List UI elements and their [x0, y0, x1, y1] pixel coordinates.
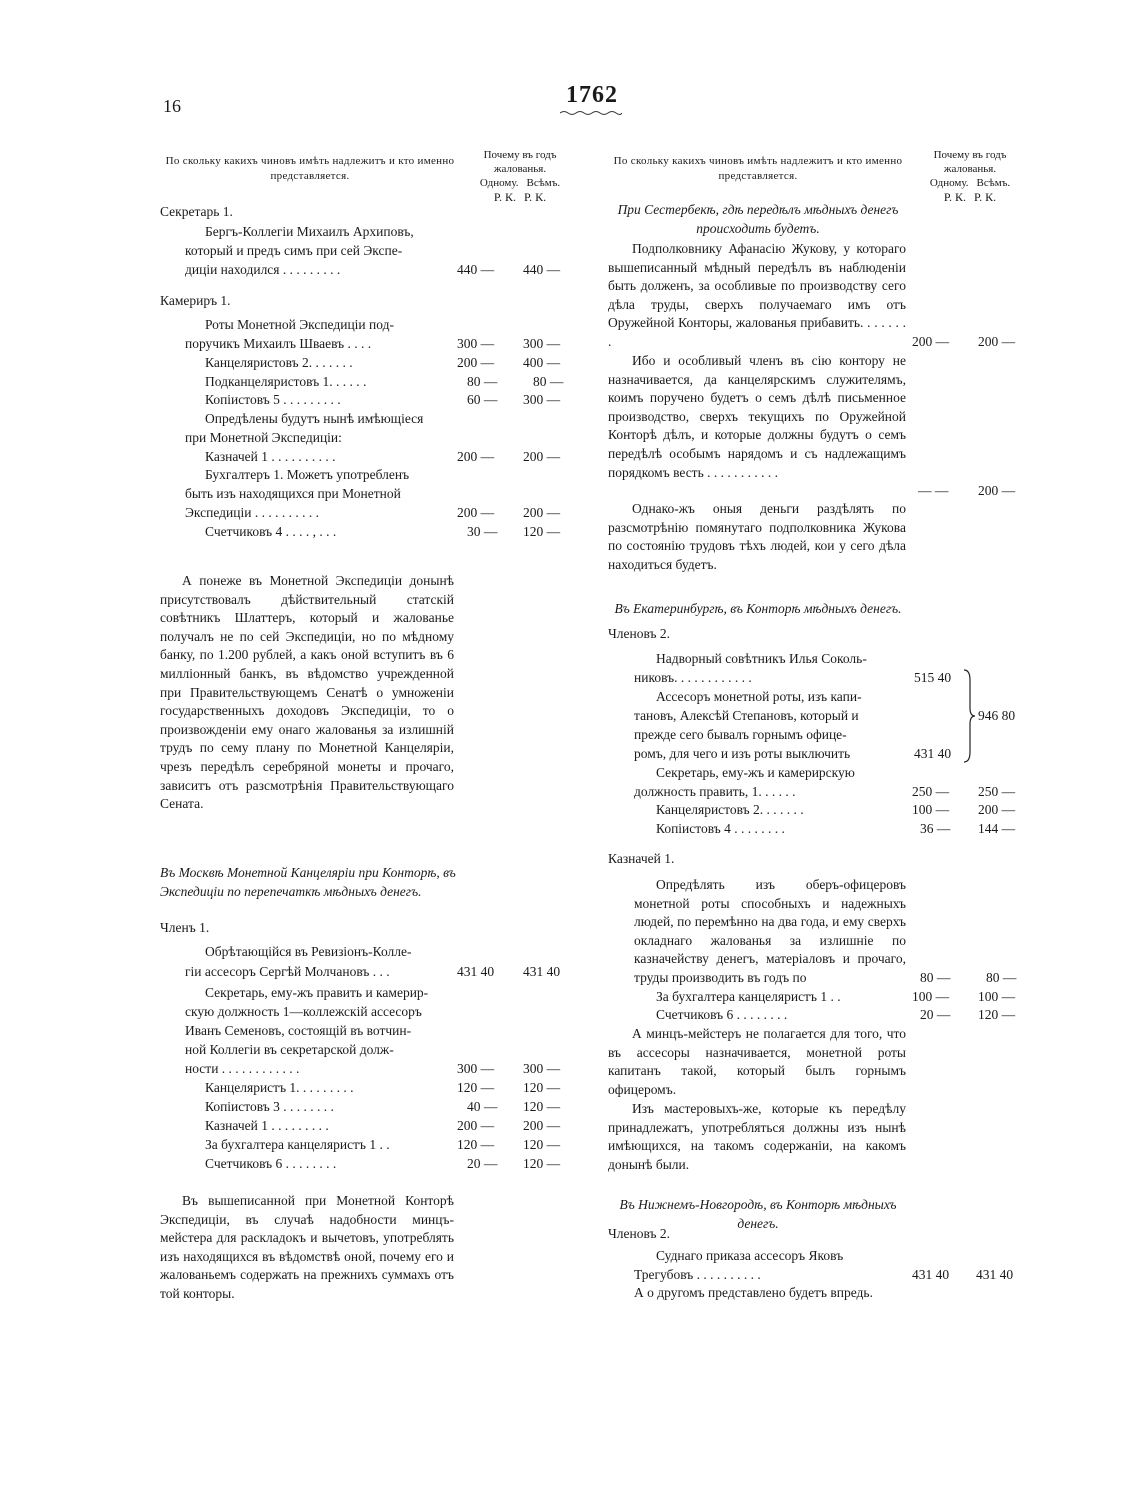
entry-text: Счетчиковъ 4 . . . . , . . .: [205, 524, 337, 539]
value-one: 80 —: [467, 374, 498, 389]
paragraph-mintsmeister: А минцъ-мейстеръ не полагается для того, что въ ассесоры назначивается, монетной роты капитанъ такой, который былъ горнымъ офицеромъ.: [608, 1026, 906, 1097]
value-one: 440 —: [457, 262, 495, 277]
rk-label: Р. К.: [974, 190, 997, 204]
entry-text: Казначей 1 . . . . . . . . .: [205, 1118, 329, 1133]
entry-text: Экспедиціи . . . . . . . . . .: [185, 505, 319, 520]
column-header-title: По скольку какихъ чиновъ имѣть надлежитъ и кто именно представляется.: [165, 155, 455, 182]
section-heading-ekaterinburg: Въ Екатеринбургѣ, въ Конторѣ мѣдныхъ денегъ.: [614, 601, 902, 616]
entry-text: Копіистовъ 3 . . . . . . . .: [205, 1099, 334, 1114]
rk-label: Р. К.: [493, 190, 516, 204]
one-label: Одному.: [479, 177, 519, 189]
value-one: 120 —: [457, 1080, 495, 1095]
entry-text: Бухгалтеръ 1. Можетъ употребленъ: [205, 467, 410, 482]
entry-text: А о другомъ представлено будетъ впредь.: [634, 1285, 873, 1300]
rk-label: Р. К.: [524, 190, 547, 204]
value-all: 200 —: [523, 505, 561, 520]
paragraph-kaznachei: Опредѣлять изъ оберъ-офицеровъ монетной роты способныхъ и надежныхъ людей, по перемѣнно на два года, и ему сверхъ окладнаго жалованья за излишніе по казначейству денегъ, матеріаловъ и прочаго, труды производить въ годъ по: [634, 877, 906, 985]
value-all: 400 —: [523, 355, 561, 370]
value-one: 36 —: [920, 821, 951, 836]
entry-text: никовъ. . . . . . . . . . . .: [634, 670, 752, 685]
entry-text: скую должность 1—коллежскій ассесоръ: [185, 1004, 422, 1019]
column-header-salary: [462, 148, 578, 204]
entry-text: ности . . . . . . . . . . . .: [185, 1061, 300, 1076]
value-one: 60 —: [467, 392, 498, 407]
entry-text: Бергъ-Коллегіи Михаилъ Архиповъ,: [205, 224, 414, 239]
value-one: 30 —: [467, 524, 498, 539]
entry-text: Ассесоръ монетной роты, изъ капи-: [656, 689, 862, 704]
value-all: 300 —: [523, 392, 561, 407]
section-kaznachei: Казначей 1.: [608, 851, 675, 866]
section-sekretar: Секретарь 1.: [160, 204, 233, 219]
entry-text: который и предъ симъ при сей Экспе-: [185, 243, 403, 258]
entry-text: гіи ассесоръ Сергѣй Молчановъ . . .: [185, 964, 390, 979]
value-one: — —: [918, 483, 949, 498]
value-all: 120 —: [523, 524, 561, 539]
entry-text: диціи находился . . . . . . . . .: [185, 262, 341, 277]
value-all: 144 —: [978, 821, 1016, 836]
column-header-title: По скольку какихъ чиновъ имѣть надлежитъ и кто именно представляется.: [613, 155, 903, 182]
entry-text: За бухгалтера канцеляристъ 1 . .: [205, 1137, 390, 1152]
value-one: 100 —: [912, 802, 950, 817]
paragraph-odnako: Однако-жъ оныя деньги раздѣлять по разсмотрѣнію помянутаго подполковника Жукова по состоянію трудовъ тѣхъ людей, кои у сего дѣла находиться будетъ.: [608, 501, 906, 572]
value-all: 440 —: [523, 262, 561, 277]
value-all: 200 —: [978, 483, 1016, 498]
paragraph-ibo: Ибо и особливый членъ въ сію контору не назначивается, да канцелярскимъ служителямъ, коимъ поручено будетъ о семъ дѣлѣ письменное производство, сверхъ текущихъ по Оружейной Конторѣ дѣлъ, и которые должны будутъ о семъ передѣлѣ особымъ нарядомъ и съ надлежащимъ порядкомъ весть . . . . . . . . . . .: [608, 353, 906, 480]
value-all: 120 —: [523, 1137, 561, 1152]
entry-text: поручикъ Михаилъ Шваевъ . . . .: [185, 336, 372, 351]
section-heading-nizhny: Въ Нижнемъ-Новгородѣ, въ Конторѣ мѣдныхъ денегъ.: [619, 1197, 897, 1231]
all-label: Всѣмъ.: [976, 177, 1011, 189]
value-all: 100 —: [978, 989, 1016, 1004]
brace-icon: [962, 668, 976, 764]
value-all: 80 —: [986, 970, 1017, 985]
entry-text: Опредѣлены будутъ нынѣ имѣющіеся: [205, 411, 424, 426]
value-all: 250 —: [978, 784, 1016, 799]
ornament-rule: [560, 110, 622, 116]
value-one: 431 40: [914, 746, 952, 761]
entry-text: Надворный совѣтникъ Илья Соколь-: [656, 651, 867, 666]
entry-text: Трегубовъ . . . . . . . . . .: [634, 1267, 761, 1282]
section-chlenov: Членовъ 2.: [608, 626, 670, 641]
value-one: 300 —: [457, 1061, 495, 1076]
value-all: 200 —: [978, 334, 1016, 349]
entry-text: должность править, 1. . . . . .: [634, 784, 796, 799]
entry-text: Счетчиковъ 6 . . . . . . . .: [656, 1007, 788, 1022]
entry-text: Обрѣтающійся въ Ревизіонъ-Колле-: [205, 944, 412, 959]
entry-text: Канцеляристовъ 2. . . . . . .: [656, 802, 804, 817]
value-one: 20 —: [920, 1007, 951, 1022]
value-one: 120 —: [457, 1137, 495, 1152]
rk-label: Р. К.: [943, 190, 966, 204]
entry-text: Секретарь, ему-жъ править и камерир-: [205, 985, 429, 1000]
value-one: 431 40: [912, 1267, 950, 1282]
section-heading-moskva: Въ Москвѣ Монетной Канцеляріи при Конторѣ, въ Экспедиціи по перепечаткѣ мѣдныхъ денегъ.: [160, 865, 456, 899]
section-heading-sestrbek: При Сестербекѣ, гдѣ передѣлъ мѣдныхъ денегъ происходить будетъ.: [617, 202, 899, 236]
entry-text: Счетчиковъ 6 . . . . . . . .: [205, 1156, 337, 1171]
value-one: 40 —: [467, 1099, 498, 1114]
entry-text: прежде сего бывалъ горнымъ офице-: [634, 727, 847, 742]
value-one: 431 40: [457, 964, 495, 979]
entry-text: ной Коллегіи въ секретарской долж-: [185, 1042, 394, 1057]
value-all: 200 —: [978, 802, 1016, 817]
value-all: 120 —: [523, 1080, 561, 1095]
entry-text: За бухгалтера канцеляристъ 1 . .: [656, 989, 841, 1004]
page-year-heading: 1762: [566, 82, 618, 108]
all-label: Всѣмъ.: [526, 177, 561, 189]
value-all: 431 40: [523, 964, 561, 979]
page-number: 16: [163, 96, 181, 116]
entry-text: тановъ, Алексѣй Степановъ, который и: [634, 708, 859, 723]
entry-text: Секретарь, ему-жъ и камерирскую: [656, 765, 855, 780]
entry-text: Копіистовъ 5 . . . . . . . . .: [205, 392, 341, 407]
section-chlenov: Членовъ 2.: [608, 1226, 670, 1241]
value-one: 200 —: [457, 505, 495, 520]
value-all: 300 —: [523, 1061, 561, 1076]
entry-text: Суднаго приказа ассесоръ Яковъ: [656, 1248, 844, 1263]
value-all: 120 —: [523, 1156, 561, 1171]
value-one: 200 —: [457, 449, 495, 464]
entry-text: Казначей 1 . . . . . . . . . .: [205, 449, 336, 464]
entry-text: при Монетной Экспедиціи:: [185, 430, 342, 445]
value-all: 431 40: [976, 1267, 1014, 1282]
paragraph-mastera: Изъ мастеровыхъ-же, которые къ передѣлу принадлежатъ, употребляться должны изъ нынѣ имѣющихся, на такомъ содержаніи, на какомъ донынѣ были.: [608, 1101, 906, 1172]
value-all: 120 —: [978, 1007, 1016, 1022]
paragraph-mintsmeister: Въ вышеписанной при Монетной Конторѣ Экспедиціи, въ случаѣ надобности минцъ-мейстера для раскладокъ и вычетовъ, употреблять изъ находящихся въ вѣдомствѣ оной, почему его и жалованьемъ содержать на прежнихъ суммахъ отъ той конторы.: [160, 1193, 454, 1301]
entry-text: Иванъ Семеновъ, состоящій въ вотчин-: [185, 1023, 412, 1038]
salary-label: Почему въ годъ жалованья.: [933, 149, 1007, 175]
entry-text: Роты Монетной Экспедиціи под-: [205, 317, 394, 332]
value-all: 200 —: [523, 449, 561, 464]
entry-text: Канцеляристъ 1. . . . . . . . .: [205, 1080, 354, 1095]
one-label: Одному.: [929, 177, 969, 189]
entry-text: Копіистовъ 4 . . . . . . . .: [656, 821, 785, 836]
value-all: 300 —: [523, 336, 561, 351]
entry-text: ромъ, для чего и изъ роты выключить: [634, 746, 851, 761]
value-one: 20 —: [467, 1156, 498, 1171]
value-one: 200 —: [457, 355, 495, 370]
paragraph-shlatter: А понеже въ Монетной Экспедиціи донынѣ присутствовалъ дѣйствительный статскій совѣтникъ Шлаттеръ, который и жалованье получалъ не по сей Экспедиціи, но по мѣдному банку, по 1.200 рублей, а какъ оной вступитъ въ 6 милліонный банкъ, въ вѣдомство учрежденной при Правительствующемъ Сенатѣ о умноженіи государственныхъ доходовъ Экспедиціи, то о произвожденіи ему онаго жалованья за излишній трудъ по сему плану по Монетной Канцеляріи, чрезъ передѣлъ серебряной монеты и прочаго, зависитъ отъ разсмотрѣнія Правительствующаго Сената.: [160, 573, 454, 812]
entry-text: быть изъ находящихся при Монетной: [185, 486, 401, 501]
value-one: 250 —: [912, 784, 950, 799]
value-all: 80 —: [533, 374, 564, 389]
value-one: 200 —: [912, 334, 950, 349]
entry-text: Канцеляристовъ 2. . . . . . .: [205, 355, 353, 370]
column-header-salary: [912, 148, 1028, 204]
value-one: 300 —: [457, 336, 495, 351]
entry-text: Подканцеляристовъ 1. . . . . .: [205, 374, 367, 389]
section-chlen: Членъ 1.: [160, 920, 210, 935]
value-all: 120 —: [523, 1099, 561, 1114]
value-all: 200 —: [523, 1118, 561, 1133]
value-total: 946 80: [978, 708, 1016, 723]
section-kamerir: Камериръ 1.: [160, 293, 231, 308]
value-one: 200 —: [457, 1118, 495, 1133]
salary-label: Почему въ годъ жалованья.: [483, 149, 557, 175]
paragraph-zhukov: Подполковнику Афанасію Жукову, у котораго вышеписанный мѣдный передѣлъ въ наблюденіи быть долженъ, за особливые по производству сего дѣла труды, сверхъ получаемаго имъ отъ Оружейной Конторы, жалованья прибавить. . . . . . . .: [608, 241, 906, 349]
value-one: 80 —: [920, 970, 951, 985]
value-one: 100 —: [912, 989, 950, 1004]
value-one: 515 40: [914, 670, 952, 685]
